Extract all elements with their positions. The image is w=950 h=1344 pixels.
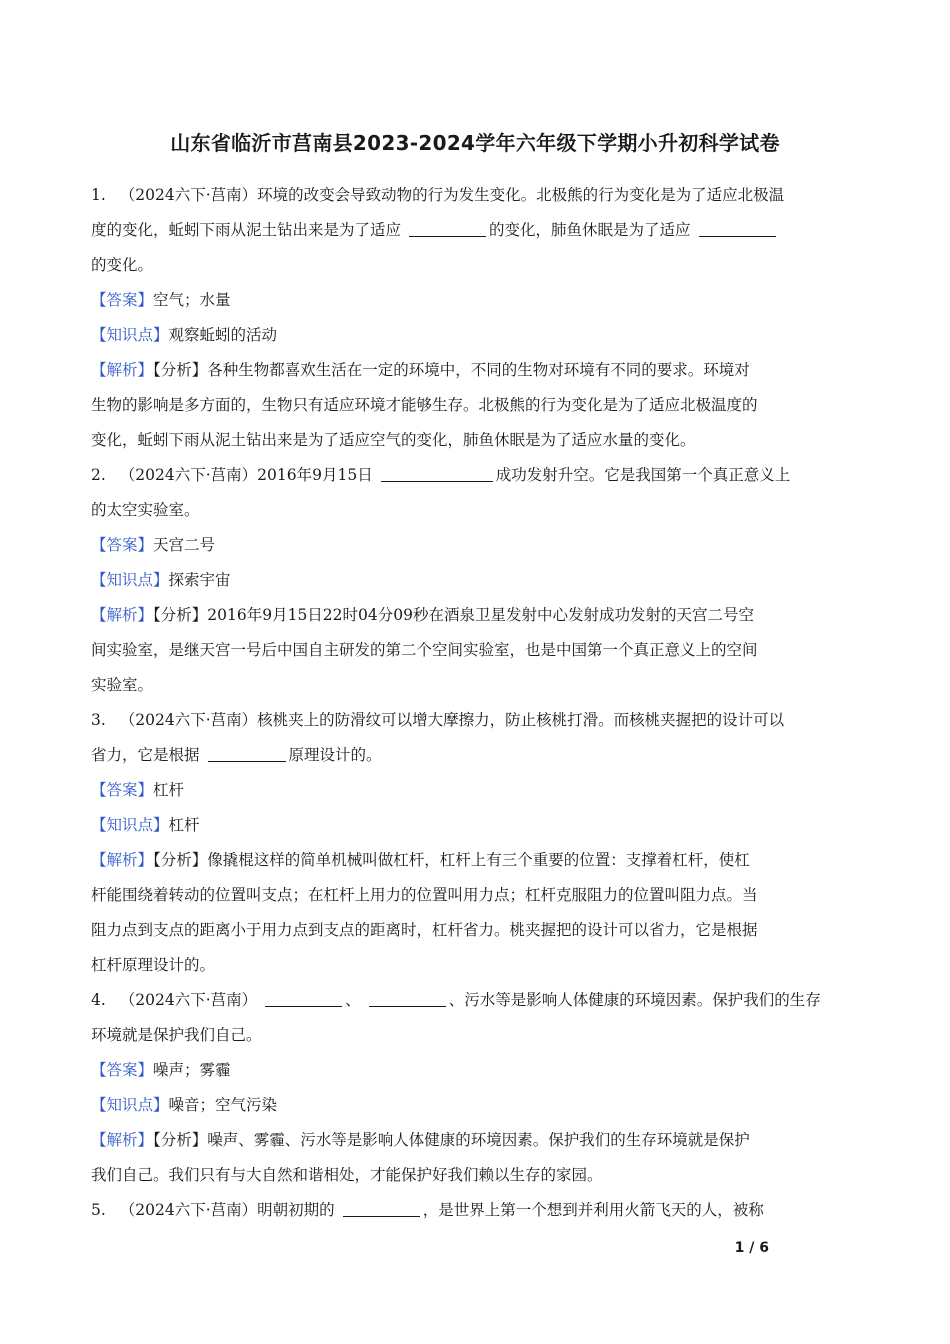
knowledge-line	[91, 318, 859, 353]
analysis-text: 杆能围绕着转动的位置叫支点；在杠杆上用力的位置叫用力点；杠杆克服阻力的位置叫阻力点。当	[91, 886, 758, 904]
answer-label: 【答案】	[91, 1061, 154, 1079]
answer-blank	[409, 220, 486, 237]
question-text: 省力，它是根据	[91, 746, 200, 764]
question-separator: 、	[345, 991, 361, 1009]
question-5	[91, 1193, 859, 1228]
fenxi-tag: 【分析】	[153, 851, 208, 869]
fenxi-tag: 【分析】	[153, 1131, 208, 1149]
page-title: 山东省临沂市莒南县2023-2024学年六年级下学期小升初科学试卷	[170, 131, 780, 155]
analysis-label: 【解析】	[91, 851, 154, 869]
question-text-line	[91, 178, 859, 213]
question-source: （2024六下·莒南）	[119, 186, 258, 204]
analysis-line	[91, 598, 859, 633]
question-text: 环境的改变会导致动物的行为发生变化。北极熊的行为变化是为了适应北极温	[257, 186, 785, 204]
question-text-line	[91, 458, 859, 493]
question-number: 1.	[91, 186, 106, 204]
question-3	[91, 703, 859, 983]
analysis-text: 阻力点到支点的距离小于用力点到支点的距离时，杠杆省力。桃夹握把的设计可以省力，它是根据	[91, 921, 758, 939]
analysis-text: 噪声、雾霾、污水等是影响人体健康的环境因素。保护我们的生存环境就是保护	[207, 1131, 750, 1149]
question-text: 明朝初期的	[257, 1201, 335, 1219]
answer-line	[91, 283, 859, 318]
analysis-label: 【解析】	[91, 606, 154, 624]
knowledge-line	[91, 1088, 859, 1123]
analysis-line	[91, 353, 859, 388]
question-text: 的变化，肺鱼休眠是为了适应	[489, 221, 691, 239]
question-text: 2016年9月15日	[257, 466, 373, 484]
knowledge-label: 【知识点】	[91, 326, 169, 344]
analysis-line	[91, 843, 859, 878]
knowledge-line	[91, 808, 859, 843]
question-text-line	[91, 213, 859, 248]
knowledge-text: 观察蚯蚓的活动	[168, 326, 278, 344]
question-source: （2024六下·莒南）	[119, 711, 258, 729]
question-number: 3.	[91, 711, 106, 729]
answer-label: 【答案】	[91, 291, 154, 309]
question-text: 的太空实验室。	[91, 501, 200, 519]
answer-blank	[381, 465, 493, 482]
question-source: （2024六下·莒南）	[119, 1201, 258, 1219]
question-text-line	[91, 703, 859, 738]
question-text: 的变化。	[91, 256, 154, 274]
page-number: 1 / 6	[734, 1240, 769, 1256]
answer-label: 【答案】	[91, 781, 154, 799]
analysis-label: 【解析】	[91, 361, 154, 379]
question-text: ，是世界上第一个想到并利用火箭飞天的人，被称	[422, 1201, 764, 1219]
question-1	[91, 178, 859, 458]
answer-text: 杠杆	[153, 781, 185, 799]
question-text: 核桃夹上的防滑纹可以增大摩擦力，防止核桃打滑。而核桃夹握把的设计可以	[257, 711, 785, 729]
analysis-line	[91, 913, 859, 948]
question-number: 4.	[91, 991, 106, 1009]
analysis-line	[91, 423, 859, 458]
fenxi-tag: 【分析】	[153, 361, 208, 379]
answer-line	[91, 773, 859, 808]
question-list	[91, 178, 859, 1228]
question-text-line	[91, 983, 859, 1018]
knowledge-line	[91, 563, 859, 598]
analysis-line	[91, 1158, 859, 1193]
question-text: 度的变化，蚯蚓下雨从泥土钻出来是为了适应	[91, 221, 402, 239]
question-source: （2024六下·莒南）	[119, 991, 258, 1009]
analysis-text: 我们自己。我们只有与大自然和谐相处，才能保护好我们赖以生存的家园。	[91, 1166, 603, 1184]
analysis-text: 生物的影响是多方面的，生物只有适应环境才能够生存。北极熊的行为变化是为了适应北极温度的	[91, 396, 758, 414]
answer-text: 空气；水量	[153, 291, 231, 309]
question-text-line	[91, 1193, 859, 1228]
analysis-text: 2016年9月15日22时04分09秒在酒泉卫星发射中心发射成功发射的天宫二号空	[207, 606, 754, 624]
answer-line	[91, 528, 859, 563]
answer-blank	[208, 745, 286, 762]
question-text: 原理设计的。	[288, 746, 382, 764]
question-number: 5.	[91, 1201, 106, 1219]
analysis-line	[91, 388, 859, 423]
question-source: （2024六下·莒南）	[119, 466, 258, 484]
analysis-text: 实验室。	[91, 676, 154, 694]
question-text-line	[91, 248, 859, 283]
knowledge-label: 【知识点】	[91, 816, 169, 834]
analysis-line	[91, 1123, 859, 1158]
analysis-text: 像撬棍这样的简单机械叫做杠杆，杠杆上有三个重要的位置：支撑着杠杆，使杠	[207, 851, 750, 869]
answer-text: 天宫二号	[153, 536, 216, 554]
knowledge-label: 【知识点】	[91, 1096, 169, 1114]
question-text-line	[91, 1018, 859, 1053]
question-text: 成功发射升空。它是我国第一个真正意义上	[495, 466, 791, 484]
analysis-label: 【解析】	[91, 1131, 154, 1149]
document-page	[91, 0, 859, 1344]
analysis-text: 杠杆原理设计的。	[91, 956, 216, 974]
analysis-line	[91, 948, 859, 983]
question-number: 2.	[91, 466, 106, 484]
answer-text: 噪声；雾霾	[153, 1061, 231, 1079]
question-text: 、污水等是影响人体健康的环境因素。保护我们的生存	[448, 991, 821, 1009]
question-text-line	[91, 493, 859, 528]
analysis-text: 各种生物都喜欢生活在一定的环境中，不同的生物对环境有不同的要求。环境对	[207, 361, 750, 379]
fenxi-tag: 【分析】	[153, 606, 208, 624]
question-2	[91, 458, 859, 703]
answer-blank	[369, 990, 446, 1007]
knowledge-text: 杠杆	[168, 816, 200, 834]
answer-blank	[699, 220, 776, 237]
knowledge-text: 探索宇宙	[168, 571, 231, 589]
answer-blank	[265, 990, 342, 1007]
analysis-line	[91, 668, 859, 703]
analysis-line	[91, 878, 859, 913]
knowledge-text: 噪音；空气污染	[168, 1096, 278, 1114]
answer-line	[91, 1053, 859, 1088]
analysis-text: 间实验室，是继天宫一号后中国自主研发的第二个空间实验室，也是中国第一个真正意义上的空间	[91, 641, 758, 659]
question-text: 环境就是保护我们自己。	[91, 1026, 262, 1044]
question-4	[91, 983, 859, 1193]
analysis-line	[91, 633, 859, 668]
question-text-line	[91, 738, 859, 773]
answer-label: 【答案】	[91, 536, 154, 554]
analysis-text: 变化，蚯蚓下雨从泥土钻出来是为了适应空气的变化，肺鱼休眠是为了适应水量的变化。	[91, 431, 696, 449]
answer-blank	[343, 1200, 420, 1217]
knowledge-label: 【知识点】	[91, 571, 169, 589]
